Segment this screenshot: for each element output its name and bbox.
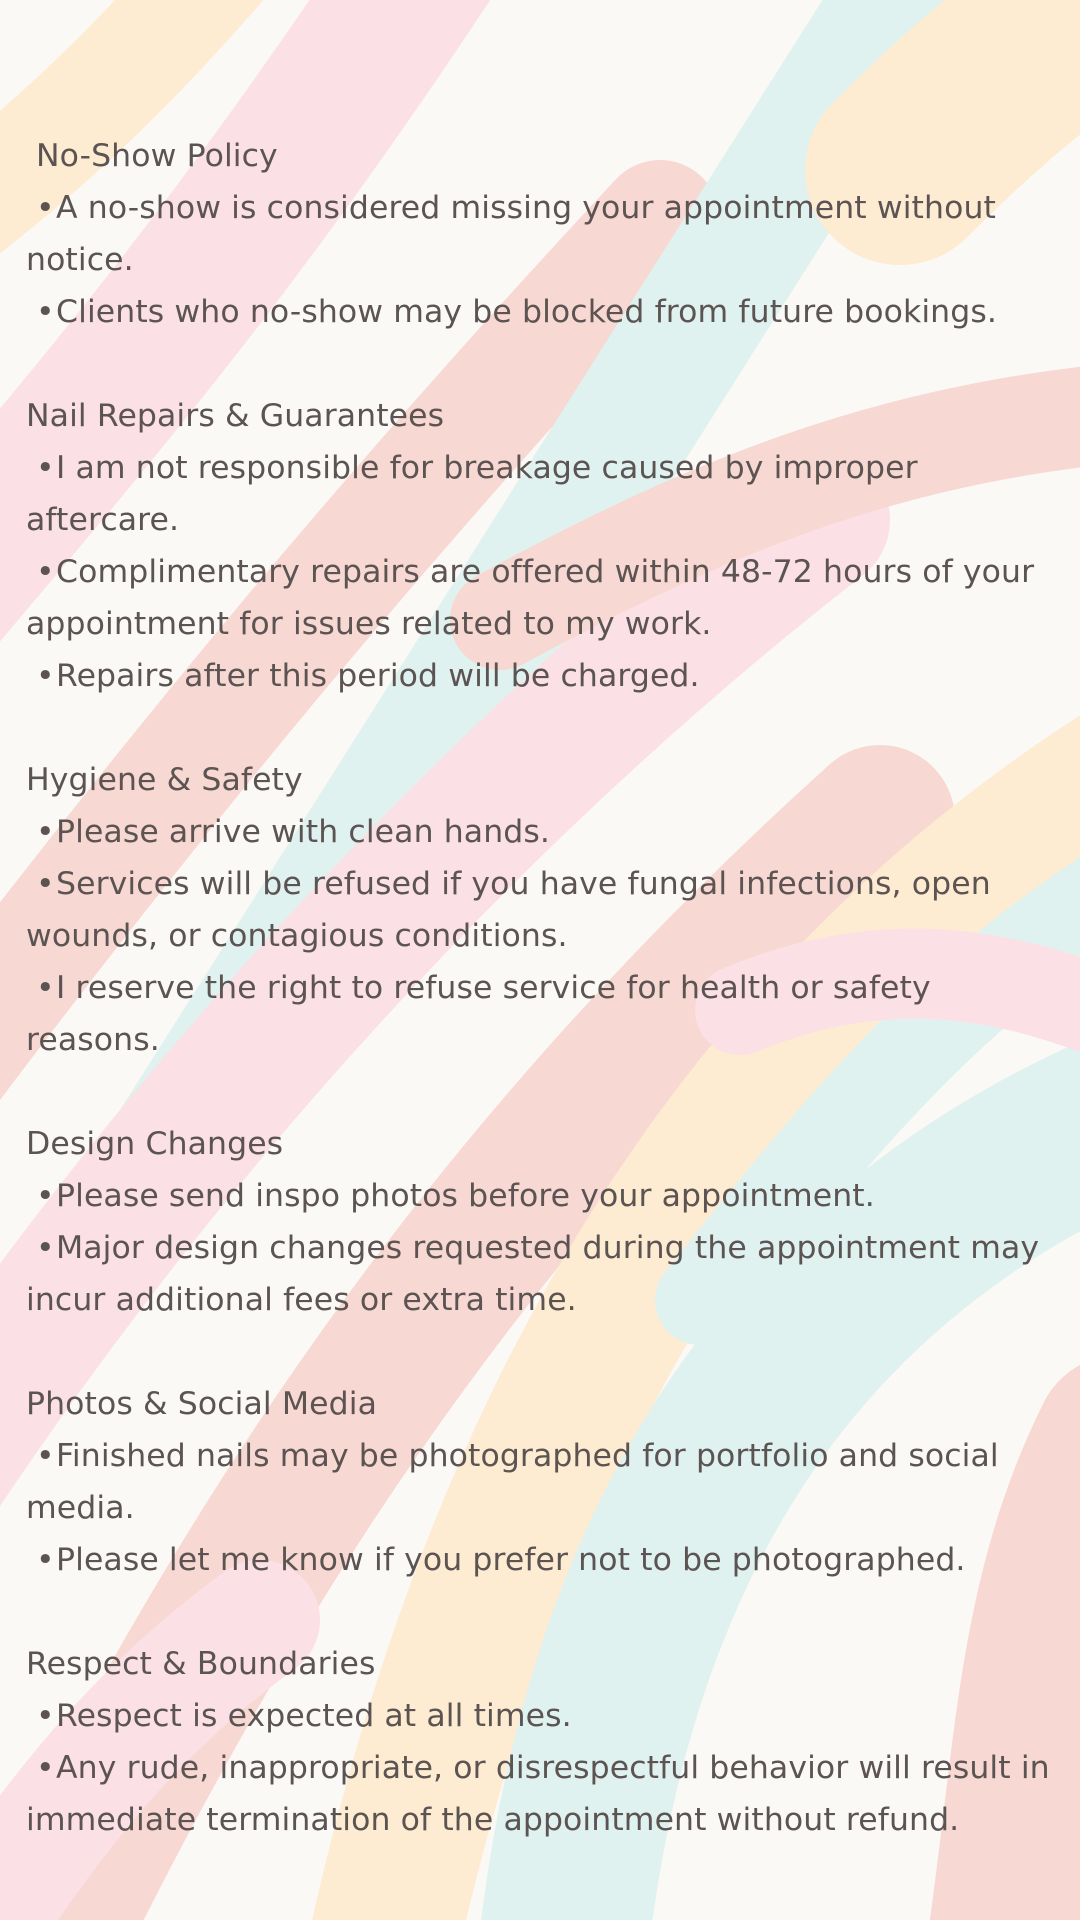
bullet-icon: • — [36, 1178, 55, 1214]
section-heading: Photos & Social Media — [26, 1386, 377, 1422]
bullet-icon: • — [36, 1750, 55, 1786]
section-no-show-policy — [26, 130, 1070, 338]
list-item — [26, 1534, 1070, 1586]
list-item — [26, 650, 1070, 702]
list-item-text: Respect is expected at all times. — [56, 1698, 572, 1734]
list-item — [26, 1430, 1070, 1534]
bullet-list — [26, 1170, 1070, 1326]
list-item-text: Please let me know if you prefer not to be photographed. — [56, 1542, 966, 1578]
section-hygiene-safety — [26, 754, 1070, 1066]
list-item — [26, 1170, 1070, 1222]
bullet-icon: • — [36, 1542, 55, 1578]
bullet-icon: • — [36, 658, 55, 694]
list-item-text: Repairs after this period will be charged. — [56, 658, 700, 694]
section-photos-social-media — [26, 1378, 1070, 1586]
policy-document — [26, 130, 1070, 1898]
bullet-list — [26, 182, 1070, 338]
bullet-icon: • — [36, 1438, 55, 1474]
list-item — [26, 1222, 1070, 1326]
list-item-text: Please arrive with clean hands. — [56, 814, 550, 850]
section-design-changes — [26, 1118, 1070, 1326]
section-heading: Respect & Boundaries — [26, 1646, 376, 1682]
list-item-text: A no-show is considered missing your appointment without notice. — [26, 190, 996, 278]
list-item — [26, 858, 1070, 962]
list-item — [26, 1690, 1070, 1742]
bullet-icon: • — [36, 190, 55, 226]
list-item-text: Any rude, inappropriate, or disrespectful behavior will result in immediate termination of the appointment without refund. — [26, 1750, 1050, 1838]
bullet-icon: • — [36, 450, 55, 486]
section-heading: Hygiene & Safety — [26, 762, 303, 798]
list-item — [26, 806, 1070, 858]
section-heading: No-Show Policy — [36, 138, 278, 174]
list-item-text: I reserve the right to refuse service for health or safety reasons. — [26, 970, 931, 1058]
list-item — [26, 546, 1070, 650]
list-item-text: Services will be refused if you have fungal infections, open wounds, or contagious conditions. — [26, 866, 991, 954]
bullet-list — [26, 806, 1070, 1066]
section-heading: Design Changes — [26, 1126, 284, 1162]
bullet-icon: • — [36, 970, 55, 1006]
list-item — [26, 442, 1070, 546]
bullet-icon: • — [36, 1230, 55, 1266]
section-nail-repairs — [26, 390, 1070, 702]
bullet-icon: • — [36, 1698, 55, 1734]
list-item-text: Please send inspo photos before your appointment. — [56, 1178, 875, 1214]
bullet-icon: • — [36, 554, 55, 590]
list-item-text: Major design changes requested during the appointment may incur additional fees or extra time. — [26, 1230, 1040, 1318]
list-item-text: Complimentary repairs are offered within 48-72 hours of your appointment for issues related to my work. — [26, 554, 1035, 642]
list-item — [26, 1742, 1070, 1846]
bullet-icon: • — [36, 294, 55, 330]
bullet-list — [26, 1430, 1070, 1586]
list-item — [26, 962, 1070, 1066]
list-item — [26, 182, 1070, 286]
list-item — [26, 286, 1070, 338]
list-item-text: Clients who no-show may be blocked from future bookings. — [56, 294, 997, 330]
bullet-icon: • — [36, 814, 55, 850]
bullet-list — [26, 442, 1070, 702]
section-respect-boundaries — [26, 1638, 1070, 1846]
list-item-text: I am not responsible for breakage caused by improper aftercare. — [26, 450, 918, 538]
bullet-icon: • — [36, 866, 55, 902]
list-item-text: Finished nails may be photographed for portfolio and social media. — [26, 1438, 999, 1526]
section-heading: Nail Repairs & Guarantees — [26, 398, 445, 434]
bullet-list — [26, 1690, 1070, 1846]
